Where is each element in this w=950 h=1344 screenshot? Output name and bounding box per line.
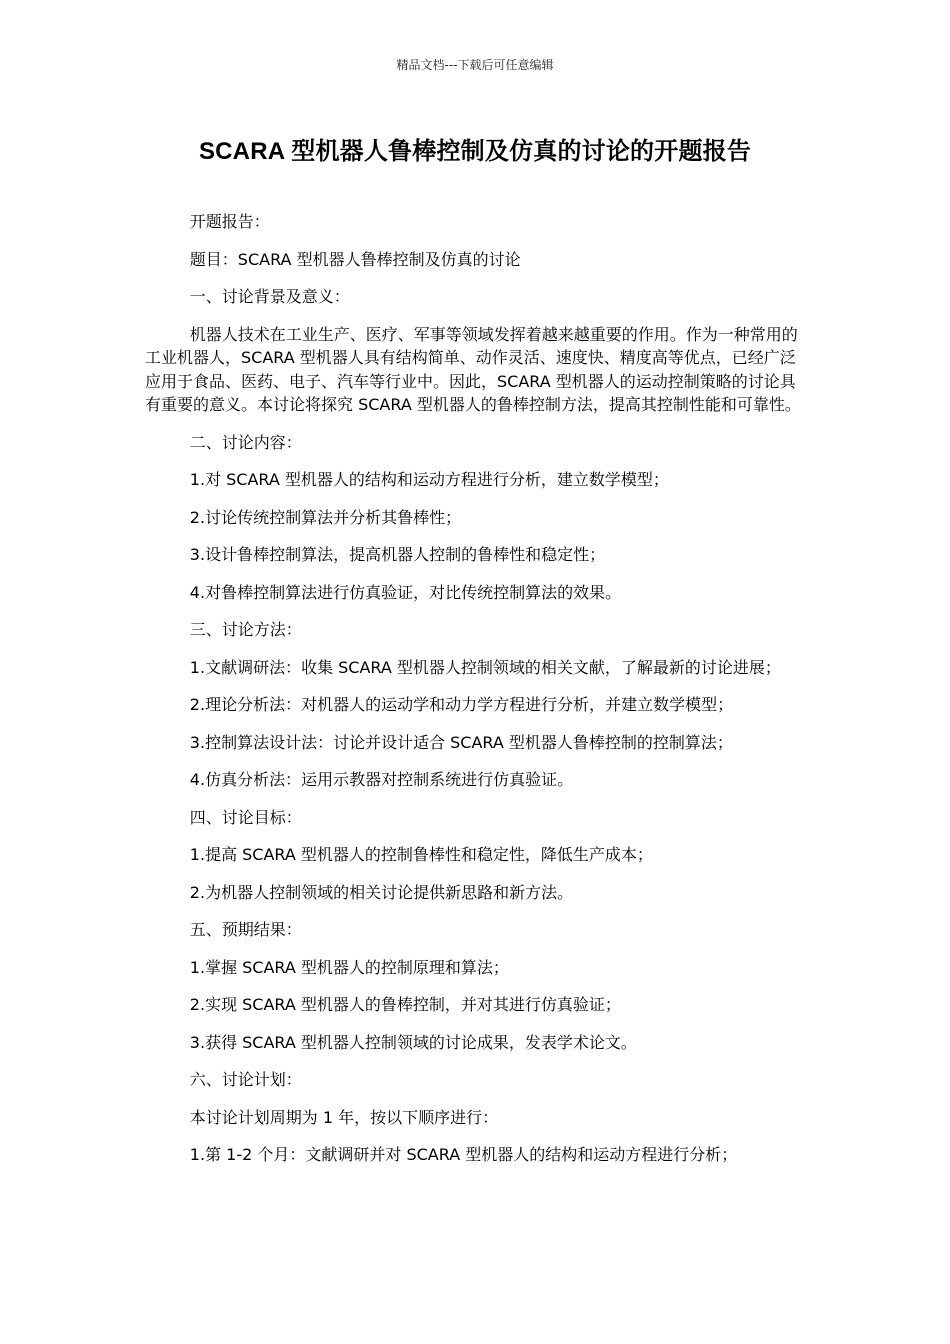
- list-item: 1.提高 SCARA 型机器人的控制鲁棒性和稳定性，降低生产成本；: [189, 845, 653, 864]
- report-label: 开题报告：: [189, 212, 270, 231]
- background-paragraph: 机器人技术在工业生产、医疗、军事等领域发挥着越来越重要的作用。作为一种常用的工业机器人，SCARA 型机器人具有结构简单、动作灵活、速度快、精度高等优点，已经广泛应用于食品、医药、电子、汽车等行业中。因此，SCARA 型机器人的运动控制策略的讨论具有重要的意义。本讨论将探究 SCARA 型机器人的鲁棒控制方法，提高其控制性能和可靠性。: [145, 324, 801, 414]
- section-heading-background: 一、讨论背景及意义：: [189, 287, 350, 306]
- plan-intro: 本讨论计划周期为 1 年，按以下顺序进行：: [189, 1107, 499, 1127]
- list-item: 2.讨论传统控制算法并分析其鲁棒性；: [189, 507, 462, 527]
- page-header: 精品文档---下载后可任意编辑: [396, 58, 554, 72]
- section-heading-content: 二、讨论内容：: [189, 432, 302, 452]
- document-body: [145, 210, 805, 1181]
- section-heading-methods: 三、讨论方法：: [189, 620, 302, 639]
- list-item: 2.为机器人控制领域的相关讨论提供新思路和新方法。: [189, 882, 574, 902]
- section-heading-plan: 六、讨论计划：: [189, 1070, 302, 1089]
- list-item: 3.获得 SCARA 型机器人控制领域的讨论成果，发表学术论文。: [189, 1032, 637, 1052]
- section-heading-goals: 四、讨论目标：: [189, 807, 302, 827]
- list-item: 1.文献调研法：收集 SCARA 型机器人控制领域的相关文献，了解最新的讨论进展；: [189, 657, 781, 677]
- list-item: 2.实现 SCARA 型机器人的鲁棒控制，并对其进行仿真验证；: [189, 995, 621, 1014]
- list-item: 3.控制算法设计法：讨论并设计适合 SCARA 型机器人鲁棒控制的控制算法；: [189, 732, 733, 752]
- list-item: 1.掌握 SCARA 型机器人的控制原理和算法；: [189, 957, 509, 977]
- section-heading-expected-results: 五、预期结果：: [189, 920, 302, 939]
- topic-line: 题目：SCARA 型机器人鲁棒控制及仿真的讨论: [189, 249, 521, 269]
- list-item: 2.理论分析法：对机器人的运动学和动力学方程进行分析，并建立数学模型；: [189, 695, 734, 714]
- list-item: 1.对 SCARA 型机器人的结构和运动方程进行分析，建立数学模型；: [189, 470, 669, 489]
- list-item: 4.仿真分析法：运用示教器对控制系统进行仿真验证。: [189, 770, 574, 789]
- document-title: SCARA 型机器人鲁棒控制及仿真的讨论的开题报告: [198, 138, 752, 165]
- list-item: 1.第 1-2 个月：文献调研并对 SCARA 型机器人的结构和运动方程进行分析；: [189, 1145, 738, 1164]
- list-item: 4.对鲁棒控制算法进行仿真验证，对比传统控制算法的效果。: [189, 582, 622, 602]
- list-item: 3.设计鲁棒控制算法，提高机器人控制的鲁棒性和稳定性；: [189, 545, 606, 564]
